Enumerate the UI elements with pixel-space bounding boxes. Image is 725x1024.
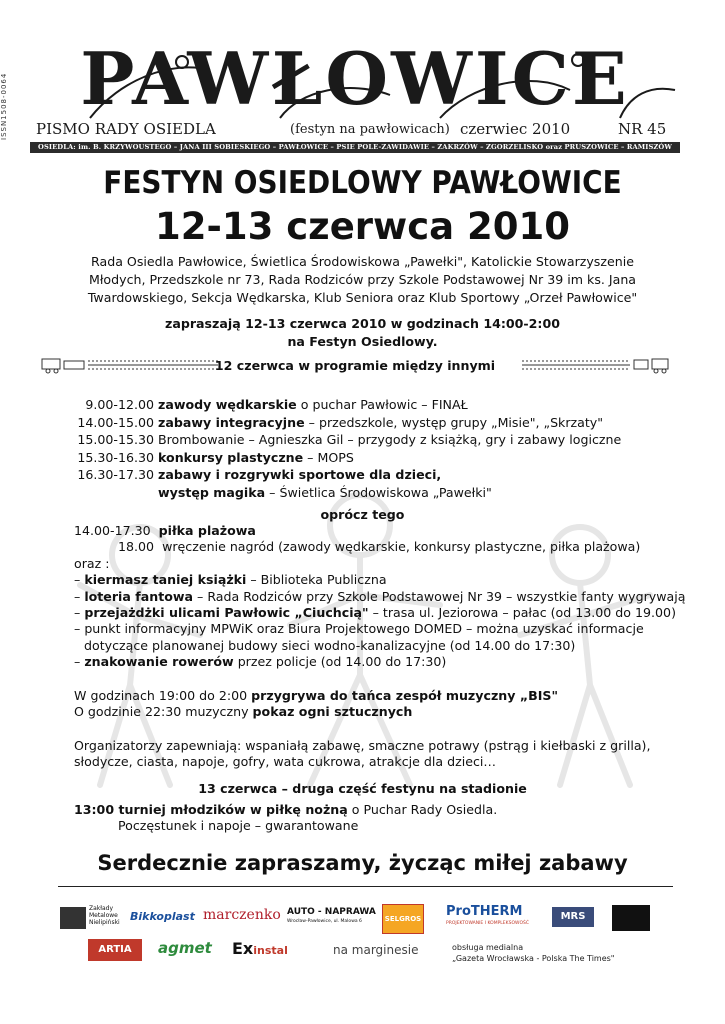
sponsor-selgros: SELGROS (382, 904, 424, 934)
sponsor-exinstal-instal: instal (253, 944, 288, 957)
districts-bar: OSIEDLA: im. B. KRZYWOUSTEGO – JANA III SOBIESKIEGO – PAWŁOWICE – PSIE POLE-ZAWIDAWIE – ZAKRZÓW – ZGORZELISKO oraz PRUSZOWICE – RAMISZÓW (30, 142, 680, 153)
item-event: kiermasz taniej książki (84, 572, 247, 588)
masthead-title: PAWŁOWICE (80, 36, 630, 121)
extra-item (74, 638, 674, 654)
sponsor-protherm-tagline: PROJEKTOWANIE I KOMPLEKSOWOŚĆ (446, 921, 529, 926)
invitation-line-2: na Festyn Osiedlowy. (287, 334, 438, 349)
oraz-label: oraz : (74, 555, 110, 571)
schedule-event: konkursy plastyczne (158, 449, 304, 465)
schedule-event: zabawy i rozgrywki sportowe dla dzieci, (158, 467, 442, 482)
fireworks-time: O godzinie 22:30 muzyczny (74, 704, 253, 720)
schedule-time (74, 484, 158, 502)
promise-block (74, 738, 674, 771)
day2-heading: 13 czerwca – druga część festynu na stadionie (198, 781, 527, 796)
schedule-time: 15.00-15.30 (77, 432, 154, 447)
schedule-detail: Brombowanie – Agnieszka Gil – przygody z książką, gry i zabawy logiczne (158, 432, 622, 447)
awards-text: wręczenie nagród (zawody wędkarskie, konkursy plastyczne, piłka plażowa) (162, 539, 641, 555)
divider (58, 886, 673, 887)
sponsor-zmn: Zakłady Metalowe Nielipiński (89, 905, 120, 926)
issn-label: ISSN1508-0064 (0, 72, 8, 140)
item-detail: – trasa ul. Jeziorowa – pałac (od 13.00 do 19.00) (368, 605, 676, 621)
extra-item (74, 572, 674, 588)
closing-message: Serdecznie zapraszamy, życząc miłej zabawy (97, 851, 628, 875)
music-line (74, 688, 674, 704)
tournament-event: 13:00 turniej młodzików w piłkę nożną (74, 802, 348, 817)
sponsor-autonaprawa: AUTO - NAPRAWA (287, 907, 376, 917)
item-detail: – Biblioteka Publiczna (246, 572, 387, 588)
sponsor-dark-logo-icon (612, 905, 650, 931)
organizers-text: Rada Osiedla Pawłowice, Świetlica Środowiskowa „Pawełki", Katolickie Stowarzyszenie Młodych, Przedszkole nr 73, Rada Rodziców przy Szkole Podstawowej Nr 39 im ks. Jana Twardowskiego, Sekcja Wędkarska, Klub Seniora oraz Klub Sportowy „Orzeł Pawłowice" (87, 254, 638, 305)
schedule-event: zabawy integracyjne (158, 414, 305, 430)
festival-date: 12-13 czerwca 2010 (155, 205, 570, 248)
schedule-row (74, 484, 674, 502)
day1-heading: 12 czerwca w programie między innymi (214, 358, 496, 373)
schedule-event: występ magika (158, 484, 266, 500)
item-dash: – (74, 654, 85, 670)
music-event: przygrywa do tańca zespół muzyczny „BIS" (251, 688, 559, 703)
schedule-time: 9.00-12.00 (85, 397, 154, 412)
fireworks-event: pokaz ogni sztucznych (252, 704, 413, 720)
sponsor-exinstal (232, 939, 288, 958)
sponsor-na-marginesie: na marginesie (333, 943, 419, 957)
schedule-detail: o puchar Pawłowic – FINAŁ (296, 397, 468, 412)
schedule-row (74, 449, 674, 467)
sponsor-autonaprawa-address: Wrocław-Pawłowice, ul. Malowa 6 (287, 919, 362, 924)
media-name: „Gazeta Wrocławska - Polska The Times" (452, 954, 615, 963)
extra-item (74, 588, 686, 605)
sponsor-agmet: agmet (158, 939, 212, 957)
invitation-line-1: zapraszają 12-13 czerwca 2010 w godzinach 14:00-2:00 (165, 316, 560, 331)
day2-block (74, 802, 674, 835)
schedule-detail: – MOPS (303, 449, 354, 465)
zmn-logo-icon (60, 907, 86, 929)
beach-time: 14.00-17.30 (74, 523, 151, 538)
right-train-ornament-icon (520, 355, 670, 375)
schedule-detail: – Świetlica Środowiskowa „Pawełki" (265, 484, 492, 500)
publication-note: (festyn na pawłowicach) (290, 122, 450, 137)
extra-item (74, 621, 674, 637)
item-detail: punkt informacyjny MPWiK oraz Biura Projektowego DOMED – można uzyskać informacje (84, 621, 644, 637)
extra-item (74, 605, 674, 621)
sponsor-protherm: ProTHERM (446, 904, 523, 919)
invitation (0, 315, 725, 351)
evening-block (74, 688, 674, 721)
publication-subtitle: PISMO RADY OSIEDLA (36, 120, 216, 138)
schedule-row (74, 466, 674, 484)
schedule-row (74, 431, 674, 449)
music-time: W godzinach 19:00 do 2:00 (74, 688, 252, 703)
promise-line-2: słodycze, ciasta, napoje, gofry, wata cukrowa, atrakcje dla dzieci… (74, 754, 496, 770)
refreshments-line: Poczęstunek i napoje – gwarantowane (118, 818, 359, 834)
item-event: znakowanie rowerów (84, 654, 234, 670)
item-detail: dotyczące planowanej budowy sieci wodno-kanalizacyjne (od 14.00 do 17:30) (84, 637, 576, 653)
item-dash: – (74, 605, 85, 621)
awards-line (74, 539, 674, 555)
item-dash: – (74, 621, 85, 637)
item-event: przejażdżki ulicami Pawłowic „Ciuchcią" (84, 605, 369, 621)
extra-item (74, 654, 674, 670)
schedule-time: 15.30-16.30 (77, 449, 154, 465)
item-detail: przez policje (od 14.00 do 17:30) (233, 654, 447, 670)
awards-time: 18.00 (118, 539, 155, 555)
issue-number: NR 45 (618, 120, 667, 138)
schedule-row (74, 396, 674, 414)
schedule-event: zawody wędkarskie (158, 397, 297, 412)
sponsor-artia: ARTIA (88, 939, 142, 961)
schedule-time: 16.30-17.30 (77, 467, 154, 482)
day1-schedule (74, 396, 674, 501)
sponsor-mrs: MRS (552, 907, 594, 927)
item-dash: – (74, 572, 85, 588)
sponsor-bikkoplast: Bikkoplast (130, 910, 195, 923)
item-detail: – Rada Rodziców przy Szkole Podstawowej Nr 39 – wszystkie fanty wygrywają (193, 588, 686, 604)
beach-line (74, 523, 674, 539)
sponsor-exinstal-ex: Ex (232, 939, 254, 958)
tournament-detail: o Puchar Rady Osiedla. (347, 802, 498, 817)
schedule-detail: – przedszkole, występ grupy „Misie", „Skrzaty" (304, 414, 604, 430)
schedule-time: 14.00-15.00 (77, 414, 154, 430)
extra-block (74, 523, 686, 671)
schedule-row (74, 414, 674, 432)
media-label: obsługa medialna (452, 943, 524, 952)
beach-label: piłka plażowa (158, 523, 256, 538)
sponsor-marczenko: marczenko (203, 907, 281, 923)
promise-line-1: Organizatorzy zapewniają: wspaniałą zabawę, smaczne potrawy (pstrąg i kiełbaski z grilla), (74, 738, 651, 753)
item-event: loteria fantowa (84, 588, 194, 604)
media-partner (452, 942, 672, 964)
day1-divider (40, 355, 670, 377)
extra-heading: oprócz tego (320, 507, 405, 522)
festival-title: FESTYN OSIEDLOWY PAWŁOWICE (103, 165, 622, 201)
issue-date: czerwiec 2010 (460, 120, 571, 138)
tournament-line (74, 802, 674, 818)
fireworks-line (74, 704, 674, 720)
item-dash: – (74, 588, 85, 604)
